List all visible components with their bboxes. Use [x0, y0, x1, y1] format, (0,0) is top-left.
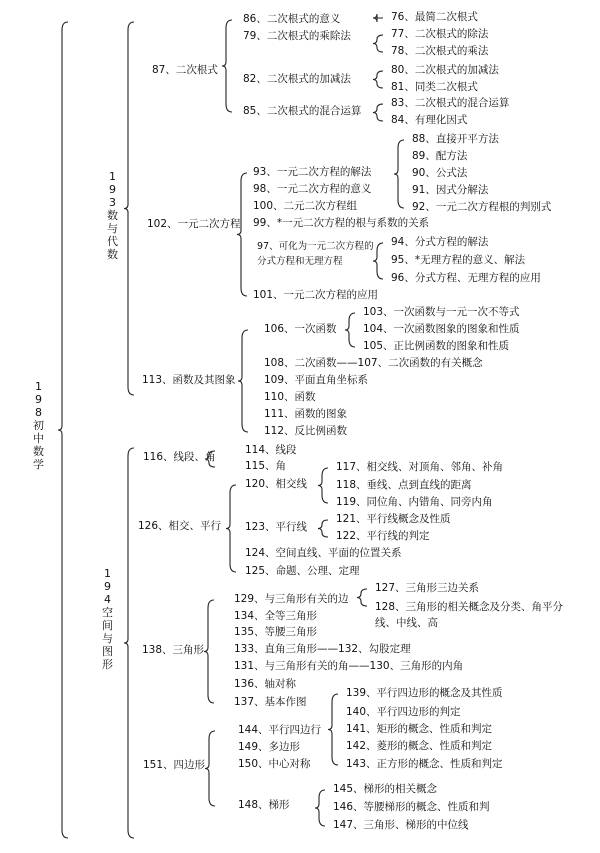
topic-label: 87、二次根式 [152, 64, 218, 76]
subtopic-label: 112、反比例函数 [264, 425, 348, 437]
topic-label: 138、三角形 [142, 644, 205, 656]
subtopic-label: 109、平面直角坐标系 [264, 374, 369, 386]
subtopic-label: 86、二次根式的意义 [243, 13, 341, 25]
subtopic-label: 137、基本作图 [234, 696, 307, 708]
leaf-label: 81、同类二次根式 [391, 81, 478, 93]
topic-label: 126、相交、平行 [138, 520, 222, 532]
subtopic-label: 123、平行线 [245, 521, 308, 533]
leaf-label: 127、三角形三边关系 [375, 582, 480, 594]
leaf-label: 94、分式方程的解法 [391, 236, 489, 248]
leaf-label: 118、垂线、点到直线的距离 [336, 479, 472, 491]
subtopic-label: 136、轴对称 [234, 678, 297, 690]
subtopic-label: 125、命题、公理、定理 [245, 565, 360, 577]
leaf-label: 88、直接开平方法 [412, 133, 499, 145]
subtopic-label: 111、函数的图象 [264, 408, 348, 420]
leaf-label: 143、正方形的概念、性质和判定 [346, 758, 503, 770]
leaf-label: 92、一元二次方程根的判别式 [412, 201, 552, 213]
subtopic-label: 85、二次根式的混合运算 [243, 105, 362, 117]
leaf-label: 117、相交线、对顶角、邻角、补角 [336, 461, 504, 473]
leaf-label: 95、*无理方程的意义、解法 [391, 254, 526, 266]
topic-bracket [238, 330, 248, 432]
subtopic-label: 93、一元二次方程的解法 [253, 166, 372, 178]
leaf-label: 140、平行四边形的判定 [346, 706, 461, 718]
subtopic-label: 98、一元二次方程的意义 [253, 183, 372, 195]
branch-label: 194空间与图形 [102, 567, 113, 671]
root-label: 198初中数学 [33, 380, 44, 471]
branch-label: 193数与代数 [107, 170, 118, 261]
subtopic-bracket [318, 468, 328, 503]
topic-bracket [204, 600, 214, 703]
leaf-label: 103、一次函数与一元一次不等式 [363, 306, 520, 318]
topic-bracket [226, 485, 236, 572]
subtopic-label: 150、中心对称 [238, 758, 311, 770]
leaf-label: 78、二次根式的乘法 [391, 45, 489, 57]
subtopic-label: 79、二次根式的乘除法 [243, 30, 351, 42]
leaf-label: 89、配方法 [412, 150, 468, 162]
leaf-label: 96、分式方程、无理方程的应用 [391, 272, 541, 284]
subtopic-label: 115、角 [245, 460, 287, 472]
subtopic-label: 120、相交线 [245, 478, 308, 490]
topic-bracket [237, 173, 247, 296]
subtopic-bracket [373, 35, 383, 52]
leaf-label: 128、三角形的相关概念及分类、角平分线、中线、高 [375, 601, 564, 629]
subtopic-label: 100、二元二次方程组 [253, 200, 358, 212]
leaf-label: 142、菱形的概念、性质和判定 [346, 740, 493, 752]
subtopic-label: 148、梯形 [238, 799, 290, 811]
topic-label: 102、一元二次方程 [147, 218, 241, 230]
subtopic-label: 135、等腰三角形 [234, 626, 318, 638]
leaf-label: 147、三角形、梯形的中位线 [333, 819, 469, 831]
topic-label: 151、四边形 [143, 759, 206, 771]
subtopic-label: 82、二次根式的加减法 [243, 73, 351, 85]
topic-label: 113、函数及其图象 [142, 374, 236, 386]
leaf-label: 121、平行线概念及性质 [336, 513, 451, 525]
topic-label: 116、线段、角 [143, 451, 216, 463]
subtopic-bracket [394, 140, 404, 208]
leaf-label: 105、正比例函数的图象和性质 [363, 340, 510, 352]
leaf-label: 77、二次根式的除法 [391, 28, 489, 40]
leaf-label: 84、有理化因式 [391, 114, 468, 126]
subtopic-bracket [315, 790, 325, 826]
subtopic-label: 144、平行四边行 [238, 724, 322, 736]
leaf-label: 90、公式法 [412, 167, 468, 179]
leaf-label: 104、一次函数图象的图象和性质 [363, 323, 520, 335]
leaf-label: 122、平行线的判定 [336, 530, 430, 542]
subtopic-label: 133、直角三角形——132、勾股定理 [234, 643, 411, 655]
subtopic-label: 114、线段 [245, 444, 297, 456]
leaf-label: 146、等腰梯形的概念、性质和判 [333, 801, 490, 813]
subtopic-label: 108、二次函数——107、二次函数的有关概念 [264, 357, 483, 369]
subtopic-label: 134、全等三角形 [234, 610, 318, 622]
leaf-label: 141、矩形的概念、性质和判定 [346, 723, 493, 735]
subtopic-bracket [373, 14, 383, 22]
subtopic-label: 110、函数 [264, 391, 316, 403]
subtopic-bracket [373, 71, 383, 88]
subtopic-bracket [318, 520, 328, 537]
leaf-label: 83、二次根式的混合运算 [391, 97, 510, 109]
leaf-label: 80、二次根式的加减法 [391, 64, 499, 76]
subtopic-bracket [373, 104, 383, 121]
subtopic-label: 131、与三角形有关的角——130、三角形的内角 [234, 660, 464, 672]
subtopic-label: 99、*一元二次方程的根与系数的关系 [253, 217, 430, 229]
subtopic-bracket [328, 694, 338, 765]
topic-bracket [222, 20, 232, 112]
leaf-label: 145、梯形的相关概念 [333, 783, 438, 795]
topic-bracket [205, 731, 215, 806]
leaf-label: 91、因式分解法 [412, 184, 489, 196]
branch-bracket [124, 22, 134, 395]
leaf-label: 76、最简二次根式 [391, 11, 478, 23]
leaf-label: 119、同位角、内错角、同旁内角 [336, 496, 493, 508]
subtopic-label: 101、一元二次方程的应用 [253, 289, 379, 301]
subtopic-bracket [357, 589, 367, 606]
subtopic-bracket [345, 313, 355, 347]
subtopic-label: 106、一次函数 [264, 323, 337, 335]
root-bracket [58, 22, 68, 838]
subtopic-label: 124、空间直线、平面的位置关系 [245, 547, 402, 559]
subtopic-label: 149、多边形 [238, 741, 301, 753]
subtopic-label: 97、可化为一元二次方程的分式方程和无理方程 [257, 241, 374, 267]
subtopic-label: 129、与三角形有关的边 [234, 593, 349, 605]
leaf-label: 139、平行四边形的概念及其性质 [346, 687, 503, 699]
branch-bracket [124, 448, 134, 838]
